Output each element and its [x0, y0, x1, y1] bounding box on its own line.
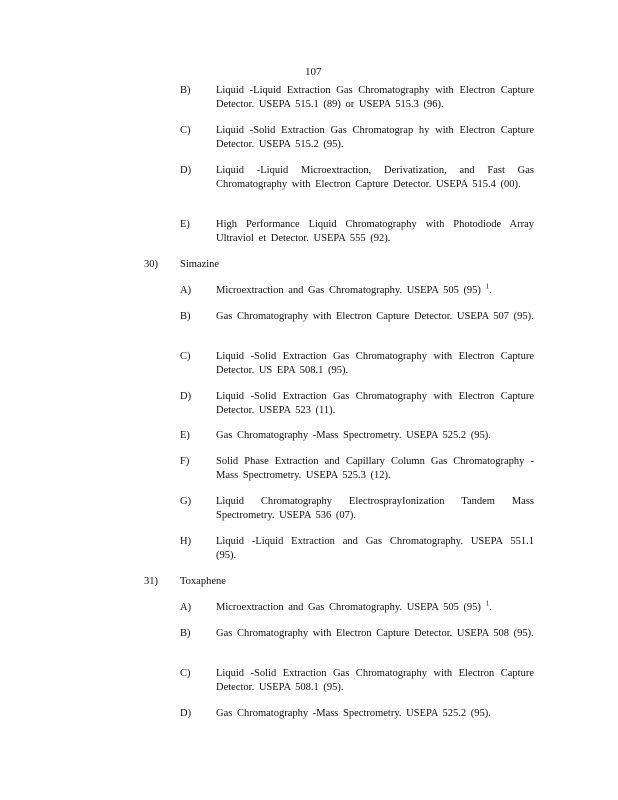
entry-letter: C)	[180, 125, 191, 136]
entry-text: Liquid -Solid Extraction Gas Chromatograp hy with Electron Capture Detector. USEPA 515.2 (95).	[216, 125, 534, 150]
entry-text: Liquid -Liquid Extraction and Gas Chromatography. USEPA 551.1 (95).	[216, 536, 534, 561]
entry-letter: E)	[180, 430, 190, 441]
entry-letter: F)	[180, 456, 190, 467]
entry-text: Gas Chromatography with Electron Capture Detector. USEPA 508 (95).	[216, 628, 534, 639]
entry-text: Liquid -Liquid Microextraction, Derivatization, and Fast Gas Chromatography with Electron Capture Detector. USEPA 515.4 (00).	[216, 165, 534, 190]
entry-text: High Performance Liquid Chromatography with Photodiode Array Ultraviol et Detector. USEPA 555 (92).	[216, 219, 534, 244]
footnote-mark: 1	[485, 599, 490, 608]
section-number: 31)	[144, 576, 158, 587]
entry-letter: C)	[180, 668, 191, 679]
entry-text: Liquid Chromatography ElectrosprayIonization Tandem Mass Spectrometry. USEPA 536 (07).	[216, 496, 534, 521]
entry-text: Liquid -Liquid Extraction Gas Chromatography with Electron Capture Detector. USEPA 515.1 (89) or USEPA 515.3 (96).	[216, 85, 534, 110]
entry-letter: E)	[180, 219, 190, 230]
entry-letter: D)	[180, 391, 192, 402]
entry-text: Liquid -Solid Extraction Gas Chromatography with Electron Capture Detector. USEPA 508.1 (95).	[216, 668, 534, 693]
entry-text	[216, 601, 534, 615]
entry-letter: B)	[180, 628, 191, 639]
entry-text: Liquid -Solid Extraction Gas Chromatography with Electron Capture Detector. USEPA 523 (11).	[216, 391, 534, 416]
entry-text-main: Microextraction and Gas Chromatography. USEPA 505 (95)	[216, 602, 481, 613]
entry-letter: A)	[180, 285, 192, 296]
section-title: Simazine	[180, 259, 220, 270]
entry-text: Liquid -Solid Extraction Gas Chromatography with Electron Capture Detector. US EPA 508.1 (95).	[216, 351, 534, 376]
entry-text: Gas Chromatography -Mass Spectrometry. USEPA 525.2 (95).	[216, 708, 491, 719]
entry-text	[216, 284, 534, 298]
entry-text: Gas Chromatography with Electron Capture Detector. USEPA 507 (95).	[216, 311, 534, 322]
section-title: Toxaphene	[180, 576, 226, 587]
entry-text-tail: .	[489, 285, 492, 296]
entry-letter: B)	[180, 85, 191, 96]
section-number: 30)	[144, 259, 158, 270]
entry-letter: G)	[180, 496, 192, 507]
footnote-mark: 1	[485, 282, 490, 291]
entry-letter: A)	[180, 602, 192, 613]
entry-letter: B)	[180, 311, 191, 322]
entry-letter: C)	[180, 351, 191, 362]
entry-text: Solid Phase Extraction and Capillary Column Gas Chromatography -Mass Spectrometry. USEPA 525.3 (12).	[216, 456, 534, 481]
entry-text-tail: .	[489, 602, 492, 613]
entry-letter: D)	[180, 708, 192, 719]
page-number: 107	[305, 66, 322, 78]
entry-text-main: Microextraction and Gas Chromatography. USEPA 505 (95)	[216, 285, 481, 296]
entry-letter: D)	[180, 165, 192, 176]
entry-letter: H)	[180, 536, 192, 547]
entry-text: Gas Chromatography -Mass Spectrometry. USEPA 525.2 (95).	[216, 430, 491, 441]
